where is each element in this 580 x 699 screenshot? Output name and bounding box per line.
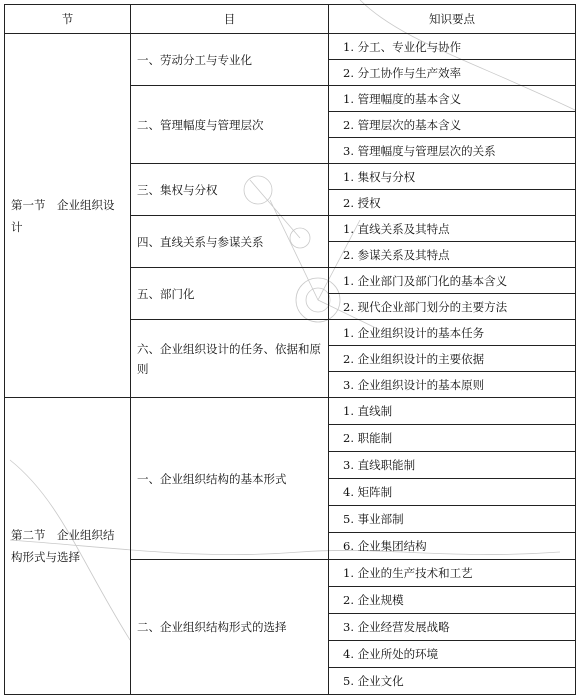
point-1-2-3: 3. 管理幅度与管理层次的关系 [329, 138, 576, 164]
point-2-2-5: 5. 企业文化 [329, 668, 576, 695]
point-1-5-2: 2. 现代企业部门划分的主要方法 [329, 294, 576, 320]
point-2-1-4: 4. 矩阵制 [329, 479, 576, 506]
point-1-6-2: 2. 企业组织设计的主要依据 [329, 346, 576, 372]
topic-2-1: 一、企业组织结构的基本形式 [131, 398, 329, 560]
topic-1-5: 五、部门化 [131, 268, 329, 320]
point-2-2-1: 1. 企业的生产技术和工艺 [329, 560, 576, 587]
point-1-2-1: 1. 管理幅度的基本含义 [329, 86, 576, 112]
topic-1-4: 四、直线关系与参谋关系 [131, 216, 329, 268]
point-2-1-6: 6. 企业集团结构 [329, 533, 576, 560]
point-1-1-2: 2. 分工协作与生产效率 [329, 60, 576, 86]
table-row [5, 398, 576, 425]
topic-1-2: 二、管理幅度与管理层次 [131, 86, 329, 164]
point-2-1-3: 3. 直线职能制 [329, 452, 576, 479]
table-header-row [5, 5, 576, 34]
section-1-title: 第一节 企业组织设计 [5, 34, 131, 398]
point-2-2-4: 4. 企业所处的环境 [329, 641, 576, 668]
header-points: 知识要点 [329, 5, 576, 34]
table-row [5, 34, 576, 60]
point-1-1-1: 1. 分工、专业化与协作 [329, 34, 576, 60]
point-2-2-3: 3. 企业经营发展战略 [329, 614, 576, 641]
point-1-2-2: 2. 管理层次的基本含义 [329, 112, 576, 138]
topic-1-3: 三、集权与分权 [131, 164, 329, 216]
section-2-title: 第二节 企业组织结构形式与选择 [5, 398, 131, 695]
point-2-1-2: 2. 职能制 [329, 425, 576, 452]
point-1-4-1: 1. 直线关系及其特点 [329, 216, 576, 242]
point-1-3-2: 2. 授权 [329, 190, 576, 216]
point-2-1-1: 1. 直线制 [329, 398, 576, 425]
point-2-2-2: 2. 企业规模 [329, 587, 576, 614]
topic-1-6: 六、企业组织设计的任务、依据和原则 [131, 320, 329, 398]
point-1-4-2: 2. 参谋关系及其特点 [329, 242, 576, 268]
point-1-6-3: 3. 企业组织设计的基本原则 [329, 372, 576, 398]
topic-2-2: 二、企业组织结构形式的选择 [131, 560, 329, 695]
header-topic: 目 [131, 5, 329, 34]
point-1-5-1: 1. 企业部门及部门化的基本含义 [329, 268, 576, 294]
topic-1-1: 一、劳动分工与专业化 [131, 34, 329, 86]
header-section: 节 [5, 5, 131, 34]
point-1-6-1: 1. 企业组织设计的基本任务 [329, 320, 576, 346]
point-1-3-1: 1. 集权与分权 [329, 164, 576, 190]
point-2-1-5: 5. 事业部制 [329, 506, 576, 533]
knowledge-outline-table [4, 4, 576, 695]
